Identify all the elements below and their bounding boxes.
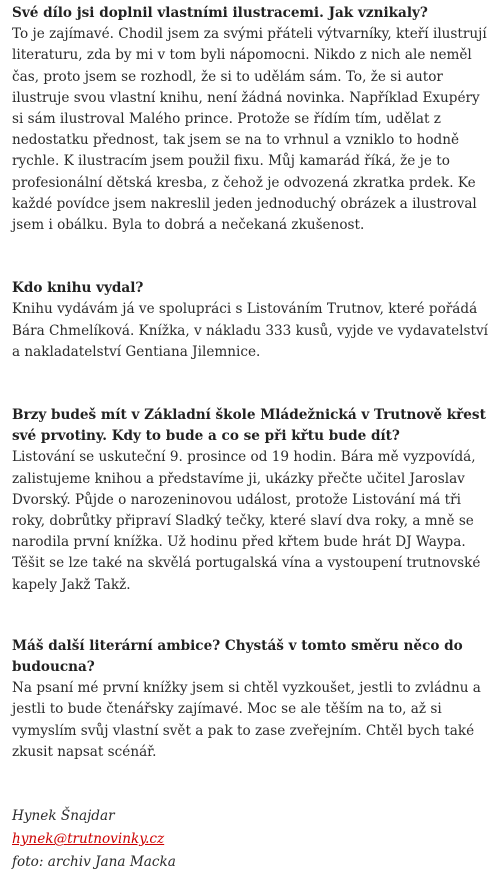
question-heading: Máš další literární ambice? Chystáš v tomto směru něco do budoucna? bbox=[12, 637, 463, 676]
answer-paragraph: Na psaní mé první knížky jsem si chtěl vyzkoušet, jestli to zvládnu a jestli to bude čtenářsky zajímavé. Moc se ale těším na to, až si vymyslím svůj vlastní svět a pak to zase zveřejním. Chtěl bych také zkusit napsat scénář. bbox=[12, 680, 481, 760]
interview-section-launch bbox=[12, 405, 494, 596]
answer-paragraph: To je zajímavé. Chodil jsem za svými přáteli výtvarníky, kteří ilustrují literaturu, zda by mi v tom byli nápomocni. Nikdo z nich ale neměl čas, proto jsem se rozhodl, že si to udělám sám. To, že si autor ilustruje svou vlastní knihu, není žádná novinka. Například Exupéry si sám ilustroval Malého prince. Protože se řídím tím, udělat z nedostatku přednost, tak jsem se na to vrhnul a vzniklo to hodně rychle. K ilustracím jsem použil fixu. Můj kamarád říká, že je to profesionální dětská kresba, z čehož je odvozená zkratka prdek. Ke každé povídce jsem nakreslil jeden jednoduchý obrázek a ilustroval jsem i obálku. Byla to dobrá a nečekaná zkušenost. bbox=[12, 26, 487, 234]
question-heading: Kdo knihu vydal? bbox=[12, 280, 144, 297]
interview-section-publisher bbox=[12, 278, 494, 363]
author-email-link[interactable]: hynek@trutnovinky.cz bbox=[12, 831, 165, 848]
interview-section-illustrations bbox=[12, 3, 494, 236]
question-heading: Brzy budeš mít v Základní škole Mládežnická v Trutnově křest své prvotiny. Kdy to bude a co se při křtu bude dít? bbox=[12, 407, 486, 445]
question-heading: Své dílo jsi doplnil vlastními ilustracemi. Jak vznikaly? bbox=[12, 5, 428, 21]
signature-block bbox=[12, 805, 494, 874]
photo-credit: foto: archiv Jana Macka bbox=[12, 854, 176, 871]
answer-paragraph: Knihu vydávám já ve spolupráci s Listováním Trutnov, které pořádá Bára Chmelíková. Knížka, v nákladu 333 kusů, vyjde ve vydavatelství a nakladatelství Gentiana Jilemnice. bbox=[12, 301, 488, 360]
answer-paragraph: Listování se uskuteční 9. prosince od 19 hodin. Bára mě vyzpovídá, zalistujeme knihou a představíme ji, ukázky přečte učitel Jaroslav Dvorský. Půjde o narozeninovou událost, protože Listování má tři roky, dobrůtky připraví Sladký tečky, které slaví dva roky, a mně se narodila první knížka. Už hodinu před křtem bude hrát DJ Waypa. Těšit se lze také na skvělá portugalská vína a vystoupení trutnovské kapely Jakž Takž. bbox=[12, 449, 481, 593]
interview-section-ambitions bbox=[12, 636, 494, 763]
author-name: Hynek Šnajdar bbox=[12, 808, 115, 825]
